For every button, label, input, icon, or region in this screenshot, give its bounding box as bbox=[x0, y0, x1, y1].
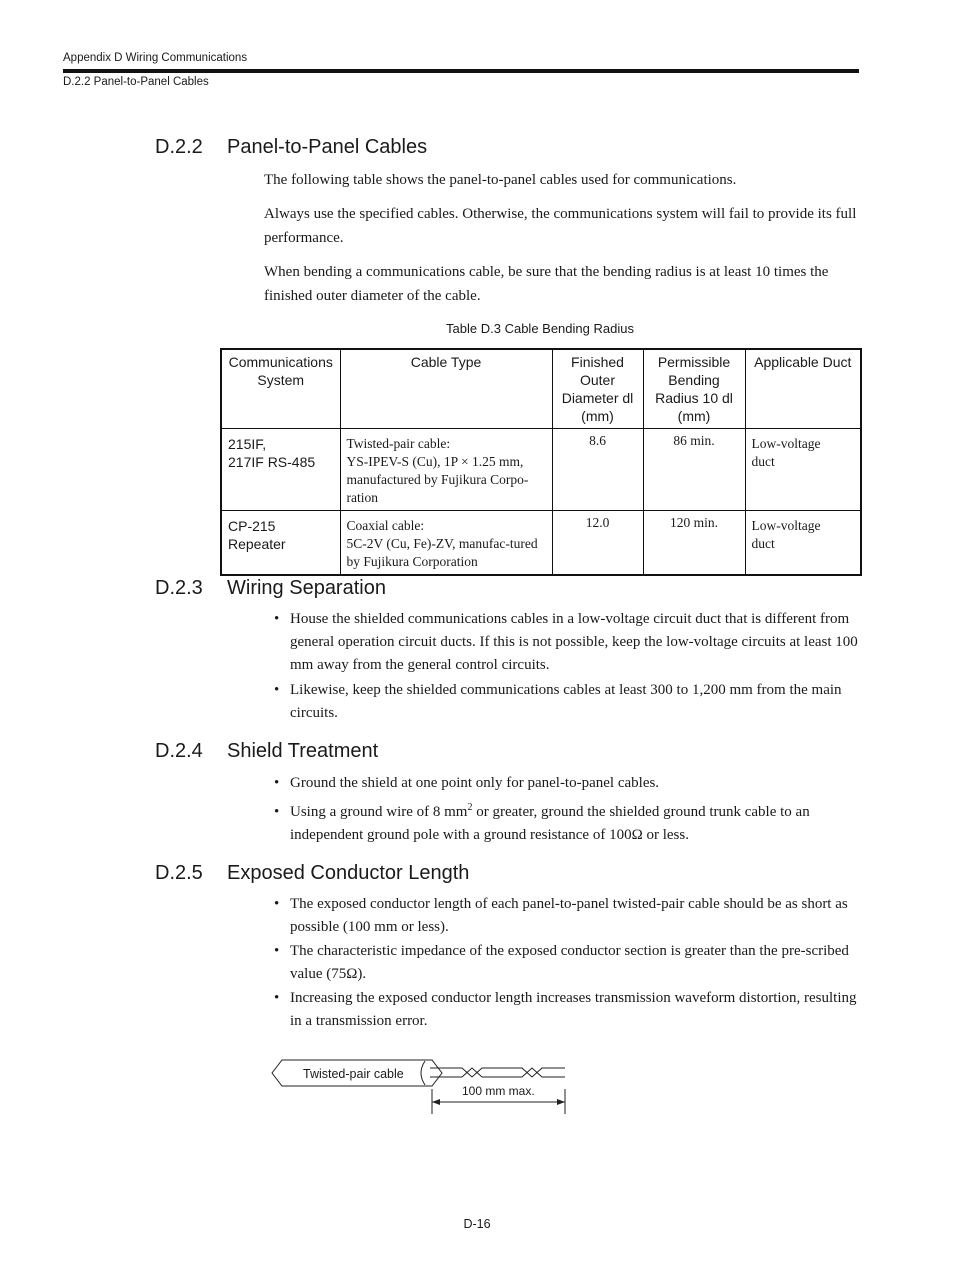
page-number: D-16 bbox=[463, 1217, 491, 1231]
table-header-row bbox=[221, 349, 861, 429]
section-heading-d225 bbox=[155, 862, 469, 885]
table-row bbox=[221, 429, 861, 511]
section-number: D.2.3 bbox=[155, 577, 203, 599]
list-item: • The exposed conductor length of each panel-to-panel twisted-pair cable should be as short as possible (100 mm or less). bbox=[273, 893, 863, 939]
section-title: Panel-to-Panel Cables bbox=[227, 136, 428, 158]
wiring-separation-list bbox=[273, 608, 863, 725]
column-header: Cable Type bbox=[340, 349, 552, 429]
conductor-wire-1 bbox=[430, 1068, 565, 1077]
text-run: Using a ground wire of 8 mm bbox=[290, 804, 468, 820]
cell-duct: Low-voltage duct bbox=[745, 511, 861, 576]
dimension-label: 100 mm max. bbox=[462, 1084, 535, 1098]
column-header: Finished Outer Diameter dl (mm) bbox=[552, 349, 643, 429]
section-number: D.2.5 bbox=[155, 862, 203, 884]
section-number: D.2.4 bbox=[155, 740, 203, 762]
cell-bending-radius: 86 min. bbox=[643, 429, 745, 511]
section-heading-d224 bbox=[155, 740, 378, 763]
section-title: Shield Treatment bbox=[227, 740, 379, 762]
running-header-chapter: Appendix D Wiring Communications bbox=[63, 52, 248, 64]
cable-bending-radius-table bbox=[220, 348, 862, 576]
table-caption: Table D.3 Cable Bending Radius bbox=[446, 321, 634, 336]
list-item: • The characteristic impedance of the exposed conductor section is greater than the pre-scribed value (75Ω). bbox=[273, 940, 863, 986]
section-title: Exposed Conductor Length bbox=[227, 862, 470, 884]
column-header: Communications System bbox=[221, 349, 340, 429]
exposed-conductor-list bbox=[273, 893, 863, 1033]
list-item: • Increasing the exposed conductor length increases transmission waveform distortion, resulting in a transmission error. bbox=[273, 987, 863, 1033]
list-item: • Ground the shield at one point only for panel-to-panel cables. bbox=[273, 772, 863, 795]
dimension-arrow-right bbox=[557, 1099, 565, 1105]
section-heading-d223 bbox=[155, 577, 386, 600]
cell-system: 215IF, 217IF RS-485 bbox=[221, 429, 340, 511]
intro-paragraph-3: When bending a communications cable, be sure that the bending radius is at least 10 times the finished outer diameter of the cable. bbox=[264, 264, 829, 304]
column-header: Applicable Duct bbox=[745, 349, 861, 429]
shield-treatment-list bbox=[273, 772, 863, 847]
section-heading-d222 bbox=[155, 136, 427, 159]
column-header: Permissible Bending Radius 10 dl (mm) bbox=[643, 349, 745, 429]
list-item bbox=[273, 801, 863, 847]
cell-cable-type: Coaxial cable: 5C-2V (Cu, Fe)-ZV, manufac-tured by Fujikura Corporation bbox=[340, 511, 552, 576]
list-item: • House the shielded communications cables in a low-voltage circuit duct that is different from general operation circuit ducts. If this is not possible, keep the low-voltage circuits at least 100 mm away from the general control circuits. bbox=[273, 608, 863, 677]
text-run: or greater, ground the shielded ground trunk cable to an independent ground pole with a ground resistance of 100Ω or less. bbox=[290, 804, 810, 843]
cell-system: CP-215 Repeater bbox=[221, 511, 340, 576]
cell-diameter: 12.0 bbox=[552, 511, 643, 576]
cell-cable-type: Twisted-pair cable: YS-IPEV-S (Cu), 1P × 1.25 mm, manufactured by Fujikura Corpo-ration bbox=[340, 429, 552, 511]
dimension-arrow-left bbox=[432, 1099, 440, 1105]
running-header-section: D.2.2 Panel-to-Panel Cables bbox=[63, 76, 209, 88]
cell-diameter: 8.6 bbox=[552, 429, 643, 511]
superscript: 2 bbox=[467, 802, 473, 813]
section-number: D.2.2 bbox=[155, 136, 203, 158]
intro-paragraph-1: The following table shows the panel-to-panel cables used for communications. bbox=[264, 172, 737, 188]
cell-bending-radius: 120 min. bbox=[643, 511, 745, 576]
section-title: Wiring Separation bbox=[227, 577, 386, 599]
cable-label: Twisted-pair cable bbox=[303, 1067, 404, 1081]
cell-duct: Low-voltage duct bbox=[745, 429, 861, 511]
conductor-wire-2 bbox=[430, 1068, 565, 1077]
header-rule bbox=[63, 69, 859, 73]
list-item: • Likewise, keep the shielded communications cables at least 300 to 1,200 mm from the main circuits. bbox=[273, 679, 863, 725]
twisted-pair-cable-figure bbox=[268, 1054, 574, 1124]
table-row bbox=[221, 511, 861, 576]
intro-paragraph-2: Always use the specified cables. Otherwise, the communications system will fail to provide its full performance. bbox=[264, 206, 857, 246]
